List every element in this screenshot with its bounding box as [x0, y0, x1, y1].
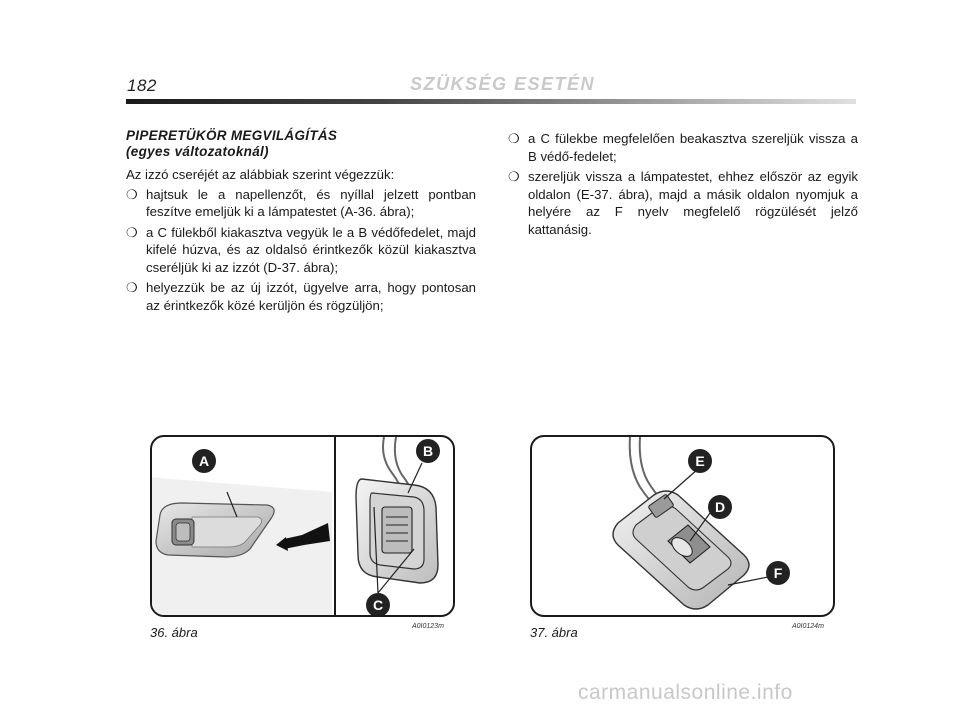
section-heading	[126, 128, 476, 160]
list-item	[508, 168, 858, 238]
bullet-icon: ❍	[126, 280, 138, 295]
label-c: C	[372, 597, 384, 613]
heading-line-2: (egyes változatoknál)	[126, 144, 269, 159]
label-f: F	[773, 565, 783, 581]
instruction-list	[126, 186, 476, 315]
left-column	[126, 128, 476, 317]
figure-37	[530, 435, 835, 617]
label-b: B	[422, 443, 434, 459]
page-number: 182	[127, 76, 157, 95]
right-column	[508, 128, 858, 241]
visor-lamp-drawing	[152, 477, 332, 617]
label-d: D	[714, 499, 726, 515]
heading-line-1: PIPERETÜKÖR MEGVILÁGÍTÁS	[126, 128, 338, 143]
list-item	[126, 186, 476, 221]
header-rule	[126, 99, 856, 104]
list-item	[508, 130, 858, 165]
figure-37-caption: 37. ábra	[530, 625, 578, 640]
figure-divider	[334, 437, 336, 615]
bullet-icon: ❍	[508, 131, 520, 146]
figure-36-caption: 36. ábra	[150, 625, 198, 640]
watermark: carmanualsonline.info	[578, 681, 793, 704]
intro-text: Az izzó cseréjét az alábbiak szerint végezzük:	[126, 167, 395, 182]
list-item	[126, 279, 476, 314]
figure-36-code: A0I0123m	[412, 623, 444, 630]
figure-36	[150, 435, 455, 617]
figure-37-illustration	[532, 437, 835, 617]
list-item-text: a C fülekbe megfelelően beakasztva szereljük vissza a B védő-fedelet;	[528, 131, 858, 164]
bullet-icon: ❍	[126, 186, 138, 202]
list-item-text: helyezzük be az új izzót, ügyelve arra, hogy pontosan az érintkezők közé kerüljön és rögzüljön;	[146, 280, 476, 313]
list-item-text: a C fülekből kiakasztva vegyük le a B védőfedelet, majd kifelé húzva, és az oldalsó érintkezők közül kiakasztva cseréljük ki az izzót (D-37. ábra);	[146, 224, 476, 275]
figure-36-illustration	[152, 437, 455, 617]
figure-37-code: A0I0124m	[792, 623, 824, 630]
label-e: E	[695, 453, 705, 469]
bullet-icon: ❍	[126, 224, 138, 240]
label-a: A	[198, 453, 210, 469]
instruction-list	[508, 130, 858, 238]
section-title: SZÜKSÉG ESETÉN	[410, 74, 596, 94]
bullet-icon: ❍	[508, 169, 520, 184]
list-item-text: hajtsuk le a napellenzőt, és nyíllal jelzett pontban feszítve emeljük ki a lámpatestet (A-36. ábra);	[146, 186, 476, 219]
list-item-text: szereljük vissza a lámpatestet, ehhez először az egyik oldalon (E-37. ábra), majd a másik oldalon nyomjuk a helyére az F nyelv megfelelő rögzülését jelző kattanásig.	[528, 169, 858, 237]
list-item	[126, 224, 476, 277]
